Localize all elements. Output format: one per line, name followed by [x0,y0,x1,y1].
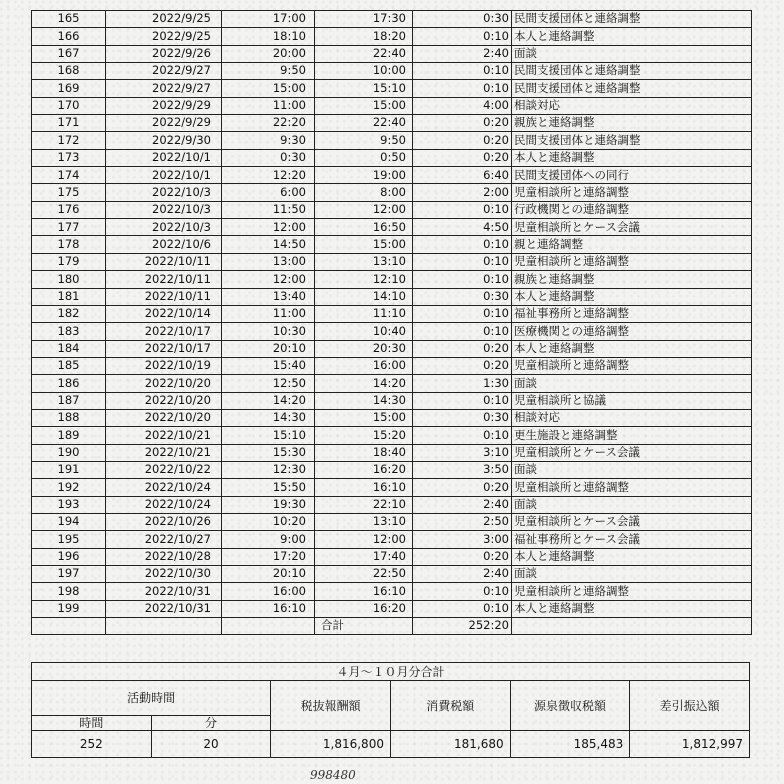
duration: 2:50 [413,513,512,530]
end-time: 8:00 [315,184,413,201]
table-row [32,45,752,62]
activity: 面談 [512,566,752,583]
row-number: 173 [32,149,106,166]
start-time: 14:50 [222,236,315,253]
table-row [32,427,752,444]
row-number: 178 [32,236,106,253]
table-row [32,409,752,426]
start-time: 15:50 [222,479,315,496]
start-time: 20:00 [222,45,315,62]
start-time: 9:00 [222,531,315,548]
date: 2022/10/31 [106,583,222,600]
row-number: 198 [32,583,106,600]
row-number: 167 [32,45,106,62]
table-row [32,566,752,583]
row-number: 192 [32,479,106,496]
table-row [32,167,752,184]
row-number: 169 [32,80,106,97]
duration: 3:50 [413,461,512,478]
activity: 民間支援団体と連絡調整 [512,80,752,97]
row-number: 187 [32,392,106,409]
end-time: 16:20 [315,600,413,617]
end-time: 14:20 [315,375,413,392]
duration: 0:30 [413,288,512,305]
date: 2022/10/3 [106,201,222,218]
end-time: 9:50 [315,132,413,149]
end-time: 12:00 [315,201,413,218]
end-time: 17:40 [315,548,413,565]
hours-value: 252 [32,731,152,758]
transfer-header: 差引振込額 [630,681,750,731]
row-number: 196 [32,548,106,565]
end-time: 15:00 [315,97,413,114]
date: 2022/10/21 [106,427,222,444]
activity: 児童相談所と連絡調整 [512,184,752,201]
table-row [32,375,752,392]
total-label: 合計 [315,618,413,635]
start-time: 12:50 [222,375,315,392]
duration: 0:10 [413,80,512,97]
table-row [32,132,752,149]
end-time: 16:20 [315,461,413,478]
start-time: 15:30 [222,444,315,461]
table-row [32,305,752,322]
date: 2022/10/21 [106,444,222,461]
activity: 民間支援団体と連絡調整 [512,132,752,149]
start-time: 20:10 [222,566,315,583]
end-time: 11:10 [315,305,413,322]
row-number: 183 [32,323,106,340]
activity: 児童相談所とケース会議 [512,513,752,530]
start-time: 12:30 [222,461,315,478]
table-row [32,461,752,478]
date: 2022/10/20 [106,409,222,426]
duration: 2:40 [413,45,512,62]
start-time: 12:20 [222,167,315,184]
date: 2022/10/3 [106,184,222,201]
activity-time-header: 活動時間 [32,681,271,716]
row-number: 188 [32,409,106,426]
start-time: 19:30 [222,496,315,513]
row-number: 180 [32,271,106,288]
activity: 面談 [512,496,752,513]
table-row [32,97,752,114]
duration: 0:20 [413,340,512,357]
activity-log-table [31,10,752,635]
activity: 本人と連絡調整 [512,548,752,565]
date: 2022/10/11 [106,253,222,270]
duration: 2:40 [413,496,512,513]
end-time: 14:30 [315,392,413,409]
row-number: 199 [32,600,106,617]
start-time: 15:40 [222,357,315,374]
start-time: 6:00 [222,184,315,201]
activity: 面談 [512,461,752,478]
table-row [32,271,752,288]
start-time: 9:30 [222,132,315,149]
date: 2022/9/26 [106,45,222,62]
start-time: 16:10 [222,600,315,617]
start-time: 14:30 [222,409,315,426]
end-time: 15:10 [315,80,413,97]
table-row [32,288,752,305]
activity: 本人と連絡調整 [512,288,752,305]
row-number: 166 [32,28,106,45]
end-time: 18:40 [315,444,413,461]
activity: 民間支援団体への同行 [512,167,752,184]
row-number: 170 [32,97,106,114]
pretax-header: 税抜報酬額 [271,681,391,731]
date: 2022/10/27 [106,531,222,548]
end-time: 22:50 [315,566,413,583]
row-number: 194 [32,513,106,530]
row-number: 181 [32,288,106,305]
start-time: 14:20 [222,392,315,409]
date: 2022/9/25 [106,11,222,28]
duration: 4:50 [413,219,512,236]
activity: 相談対応 [512,409,752,426]
date: 2022/10/20 [106,375,222,392]
activity: 児童相談所とケース会議 [512,219,752,236]
activity: 行政機関との連絡調整 [512,201,752,218]
end-time: 12:00 [315,531,413,548]
duration: 4:00 [413,97,512,114]
start-time: 16:00 [222,583,315,600]
row-number: 195 [32,531,106,548]
activity: 児童相談所と連絡調整 [512,253,752,270]
table-row [32,219,752,236]
duration: 2:40 [413,566,512,583]
table-row [32,115,752,132]
start-time: 15:00 [222,80,315,97]
activity: 福祉事務所とケース会議 [512,531,752,548]
end-time: 12:10 [315,271,413,288]
duration: 0:10 [413,583,512,600]
duration: 3:00 [413,531,512,548]
end-time: 16:00 [315,357,413,374]
row-number: 197 [32,566,106,583]
start-time: 0:30 [222,149,315,166]
table-row [32,513,752,530]
duration: 0:10 [413,600,512,617]
row-number: 184 [32,340,106,357]
row-number: 189 [32,427,106,444]
date: 2022/9/27 [106,80,222,97]
duration: 6:40 [413,167,512,184]
date: 2022/9/29 [106,115,222,132]
end-time: 22:40 [315,115,413,132]
date: 2022/10/20 [106,392,222,409]
activity: 児童相談所と連絡調整 [512,479,752,496]
row-number: 190 [32,444,106,461]
row-number: 175 [32,184,106,201]
activity: 相談対応 [512,97,752,114]
activity: 民間支援団体と連絡調整 [512,11,752,28]
start-time: 11:00 [222,305,315,322]
row-number: 191 [32,461,106,478]
end-time: 0:50 [315,149,413,166]
activity: 医療機関との連絡調整 [512,323,752,340]
date: 2022/10/24 [106,479,222,496]
duration: 0:20 [413,115,512,132]
row-number: 165 [32,11,106,28]
row-number: 171 [32,115,106,132]
end-time: 15:00 [315,236,413,253]
start-time: 10:30 [222,323,315,340]
date: 2022/10/17 [106,340,222,357]
end-time: 15:20 [315,427,413,444]
row-number: 174 [32,167,106,184]
duration: 0:20 [413,548,512,565]
end-time: 19:00 [315,167,413,184]
duration: 0:10 [413,392,512,409]
date: 2022/10/6 [106,236,222,253]
duration: 0:10 [413,28,512,45]
hours-header: 時間 [32,716,152,731]
activity: 児童相談所とケース会議 [512,444,752,461]
start-time: 15:10 [222,427,315,444]
duration: 2:00 [413,184,512,201]
row-number: 177 [32,219,106,236]
duration: 0:20 [413,479,512,496]
date: 2022/10/14 [106,305,222,322]
activity: 民間支援団体と連絡調整 [512,63,752,80]
duration: 0:10 [413,253,512,270]
start-time: 12:00 [222,271,315,288]
table-row [32,11,752,28]
activity: 福祉事務所と連絡調整 [512,305,752,322]
table-row [32,253,752,270]
end-time: 14:10 [315,288,413,305]
end-time: 16:10 [315,479,413,496]
duration: 1:30 [413,375,512,392]
summary-title: ４月～１０月分合計 [32,663,750,681]
date: 2022/10/26 [106,513,222,530]
activity: 親と連絡調整 [512,236,752,253]
row-number: 186 [32,375,106,392]
activity: 児童相談所と協議 [512,392,752,409]
table-row [32,80,752,97]
duration: 0:10 [413,305,512,322]
end-time: 22:40 [315,45,413,62]
duration: 0:10 [413,427,512,444]
duration: 0:20 [413,149,512,166]
table-row [32,479,752,496]
duration: 0:30 [413,409,512,426]
end-time: 13:10 [315,513,413,530]
start-time: 11:50 [222,201,315,218]
row-number: 182 [32,305,106,322]
table-row [32,583,752,600]
start-time: 22:20 [222,115,315,132]
withholding-value: 185,483 [510,731,630,758]
table-row [32,184,752,201]
end-time: 13:10 [315,253,413,270]
row-number: 176 [32,201,106,218]
row-number: 168 [32,63,106,80]
activity: 面談 [512,375,752,392]
date: 2022/10/11 [106,271,222,288]
table-row [32,201,752,218]
duration: 0:30 [413,11,512,28]
duration: 0:20 [413,132,512,149]
handwritten-note: 998480 [310,768,356,782]
activity: 児童相談所と連絡調整 [512,583,752,600]
date: 2022/9/29 [106,97,222,114]
activity: 児童相談所と連絡調整 [512,357,752,374]
start-time: 13:40 [222,288,315,305]
date: 2022/10/24 [106,496,222,513]
start-time: 20:10 [222,340,315,357]
end-time: 16:10 [315,583,413,600]
start-time: 17:20 [222,548,315,565]
table-row [32,444,752,461]
date: 2022/10/1 [106,149,222,166]
table-row [32,392,752,409]
table-row [32,531,752,548]
row-number: 193 [32,496,106,513]
end-time: 20:30 [315,340,413,357]
date: 2022/9/30 [106,132,222,149]
date: 2022/10/17 [106,323,222,340]
transfer-value: 1,812,997 [630,731,750,758]
end-time: 15:00 [315,409,413,426]
date: 2022/10/28 [106,548,222,565]
minutes-value: 20 [151,731,271,758]
activity: 面談 [512,45,752,62]
total-row [32,618,752,635]
table-row [32,548,752,565]
activity: 本人と連絡調整 [512,340,752,357]
consumption-tax-header: 消費税額 [390,681,510,731]
date: 2022/10/22 [106,461,222,478]
end-time: 10:00 [315,63,413,80]
start-time: 18:10 [222,28,315,45]
row-number: 172 [32,132,106,149]
date: 2022/10/30 [106,566,222,583]
date: 2022/9/27 [106,63,222,80]
end-time: 22:10 [315,496,413,513]
date: 2022/10/19 [106,357,222,374]
activity: 更生施設と連絡調整 [512,427,752,444]
date: 2022/10/31 [106,600,222,617]
end-time: 10:40 [315,323,413,340]
end-time: 16:50 [315,219,413,236]
table-row [32,28,752,45]
date: 2022/10/3 [106,219,222,236]
date: 2022/10/11 [106,288,222,305]
duration: 0:20 [413,357,512,374]
duration: 0:10 [413,236,512,253]
activity: 本人と連絡調整 [512,149,752,166]
minutes-header: 分 [151,716,271,731]
table-row [32,340,752,357]
start-time: 13:00 [222,253,315,270]
end-time: 17:30 [315,11,413,28]
total-value: 252:20 [413,618,512,635]
duration: 0:10 [413,323,512,340]
start-time: 10:20 [222,513,315,530]
activity: 親族と連絡調整 [512,115,752,132]
row-number: 185 [32,357,106,374]
summary-table [31,662,750,758]
duration: 0:10 [413,201,512,218]
table-row [32,600,752,617]
duration: 0:10 [413,271,512,288]
start-time: 11:00 [222,97,315,114]
row-number: 179 [32,253,106,270]
table-row [32,149,752,166]
duration: 0:10 [413,63,512,80]
activity: 本人と連絡調整 [512,28,752,45]
start-time: 17:00 [222,11,315,28]
end-time: 18:20 [315,28,413,45]
withholding-header: 源泉徴収税額 [510,681,630,731]
table-row [32,357,752,374]
table-row [32,323,752,340]
tax-value: 181,680 [390,731,510,758]
date: 2022/10/1 [106,167,222,184]
start-time: 9:50 [222,63,315,80]
start-time: 12:00 [222,219,315,236]
duration: 3:10 [413,444,512,461]
date: 2022/9/25 [106,28,222,45]
activity: 本人と連絡調整 [512,600,752,617]
activity: 親族と連絡調整 [512,271,752,288]
table-row [32,63,752,80]
table-row [32,236,752,253]
pretax-value: 1,816,800 [271,731,391,758]
table-row [32,496,752,513]
